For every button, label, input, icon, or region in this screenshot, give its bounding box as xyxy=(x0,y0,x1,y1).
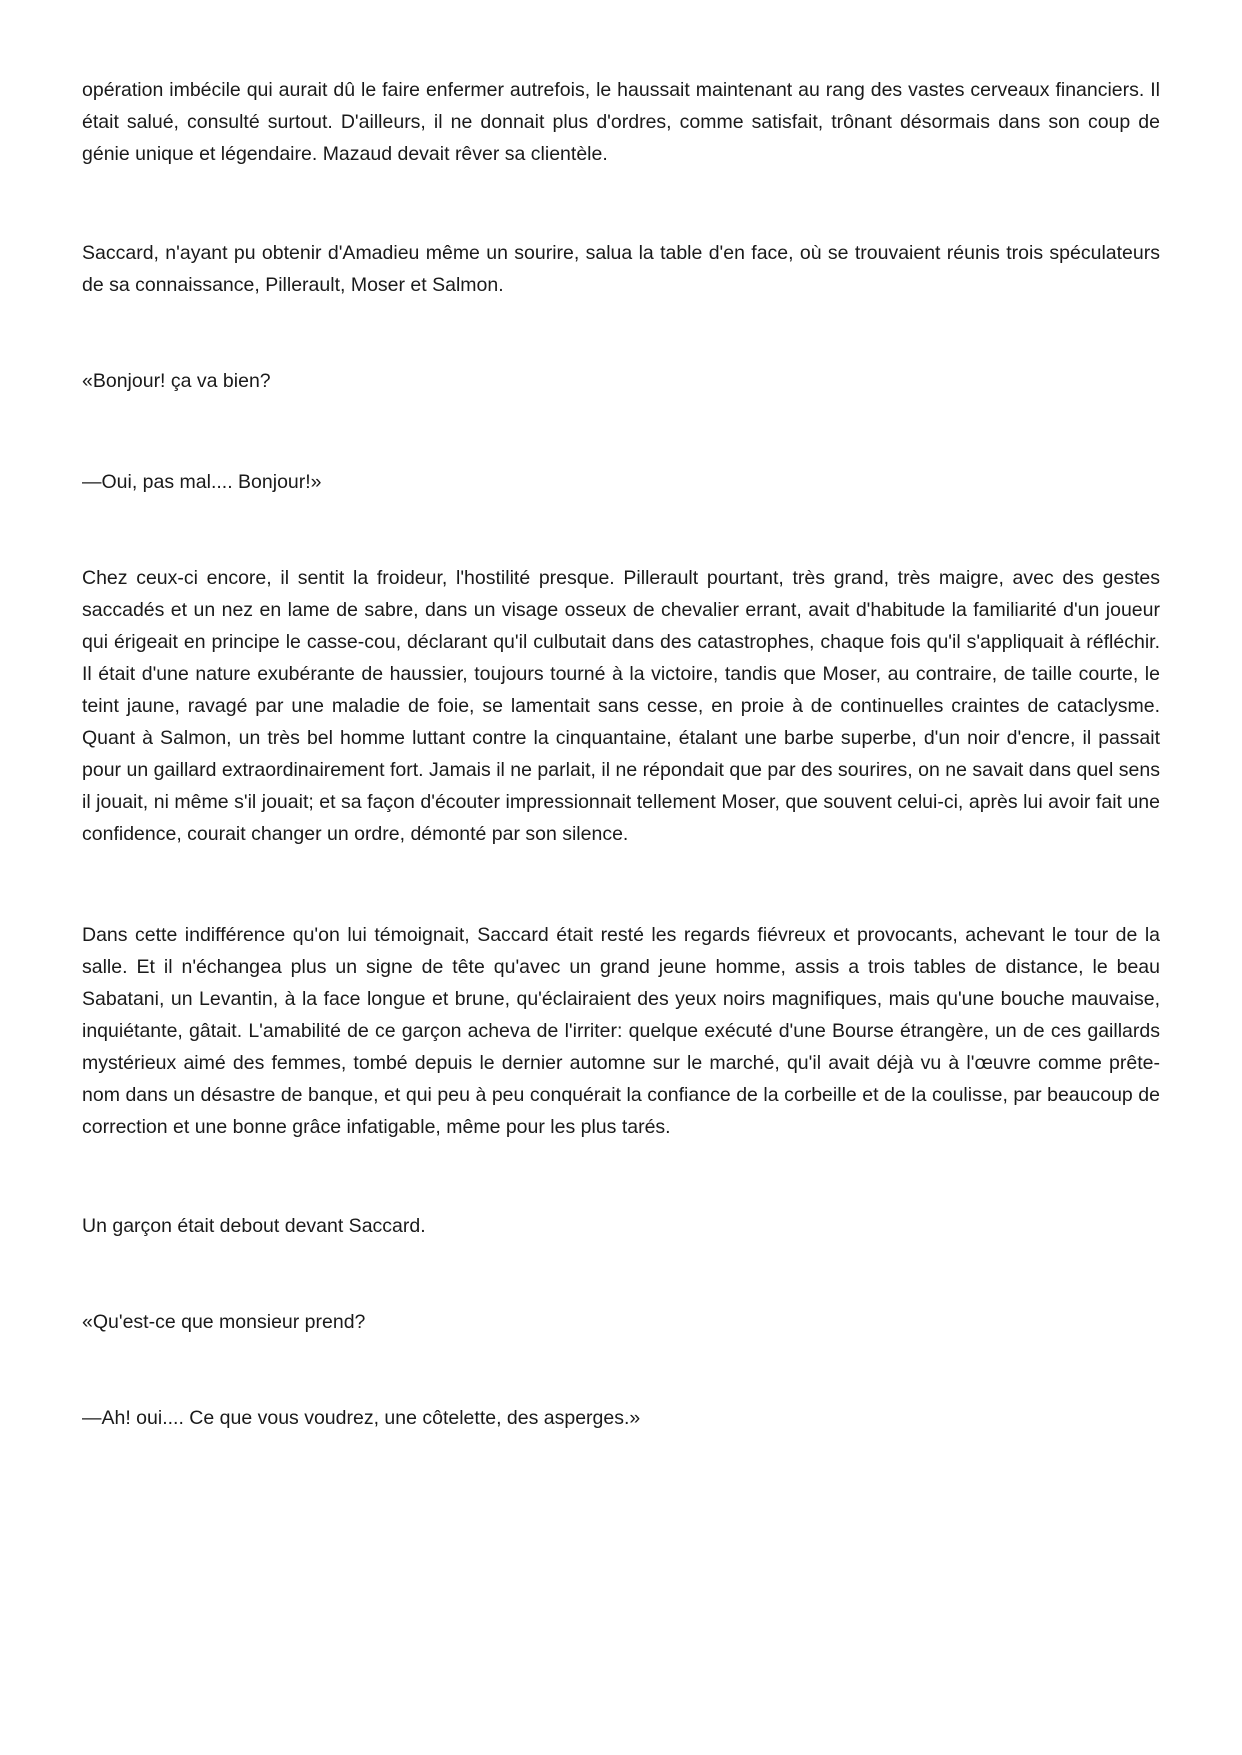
paragraph-9: —Ah! oui.... Ce que vous voudrez, une côtelette, des asperges.» xyxy=(82,1407,641,1429)
paragraph-2: Saccard, n'ayant pu obtenir d'Amadieu même un sourire, salua la table d'en face, où se trouvaient réunis trois spéculateurs de sa connaissance, Pillerault, Moser et Salmon. xyxy=(82,242,1160,296)
paragraph-gap xyxy=(82,1242,1160,1306)
paragraph-1: opération imbécile qui aurait dû le faire enfermer autrefois, le haussait maintenant au rang des vastes cerveaux financiers. Il était salué, consulté surtout. D'ailleurs, il ne donnait plus d'ordres, comme satisfait, trônant désormais dans son coup de génie unique et légendaire. Mazaud devait rêver sa clientèle. xyxy=(82,79,1160,165)
document-page xyxy=(82,74,1160,1434)
paragraph-gap xyxy=(82,301,1160,365)
paragraph-gap xyxy=(82,170,1160,237)
paragraph-gap xyxy=(82,1338,1160,1402)
paragraph-gap xyxy=(82,1143,1160,1210)
paragraph-gap xyxy=(82,850,1160,919)
paragraph-gap xyxy=(82,498,1160,562)
paragraph-8: «Qu'est-ce que monsieur prend? xyxy=(82,1311,366,1333)
paragraph-7: Un garçon était debout devant Saccard. xyxy=(82,1215,426,1237)
paragraph-3: «Bonjour! ça va bien? xyxy=(82,370,271,392)
paragraph-4: —Oui, pas mal.... Bonjour!» xyxy=(82,471,322,493)
paragraph-6: Dans cette indifférence qu'on lui témoignait, Saccard était resté les regards fiévreux et provocants, achevant le tour de la salle. Et il n'échangea plus un signe de tête qu'avec un grand jeune homme, assis a trois tables de distance, le beau Sabatani, un Levantin, à la face longue et brune, qu'éclairaient des yeux noirs magnifiques, mais qu'une bouche mauvaise, inquiétante, gâtait. L'amabilité de ce garçon acheva de l'irriter: quelque exécuté d'une Bourse étrangère, un de ces gaillards mystérieux aimé des femmes, tombé depuis le dernier automne sur le marché, qu'il avait déjà vu à l'œuvre comme prête-nom dans un désastre de banque, et qui peu à peu conquérait la confiance de la corbeille et de la coulisse, par beaucoup de correction et une bonne grâce infatigable, même pour les plus tarés. xyxy=(82,924,1160,1138)
paragraph-5: Chez ceux-ci encore, il sentit la froideur, l'hostilité presque. Pillerault pourtant, très grand, très maigre, avec des gestes saccadés et un nez en lame de sabre, dans un visage osseux de chevalier errant, avait d'habitude la familiarité d'un joueur qui érigeait en principe le casse-cou, déclarant qu'il culbutait dans des catastrophes, chaque fois qu'il s'appliquait à réfléchir. Il était d'une nature exubérante de haussier, toujours tourné à la victoire, tandis que Moser, au contraire, de taille courte, le teint jaune, ravagé par une maladie de foie, se lamentait sans cesse, en proie à de continuelles craintes de cataclysme. Quant à Salmon, un très bel homme luttant contre la cinquantaine, étalant une barbe superbe, d'un noir d'encre, il passait pour un gaillard extraordinairement fort. Jamais il ne parlait, il ne répondait que par des sourires, on ne savait dans quel sens il jouait, ni même s'il jouait; et sa façon d'écouter impressionnait tellement Moser, que souvent celui-ci, après lui avoir fait une confidence, courait changer un ordre, démonté par son silence. xyxy=(82,567,1160,845)
paragraph-gap xyxy=(82,397,1160,466)
